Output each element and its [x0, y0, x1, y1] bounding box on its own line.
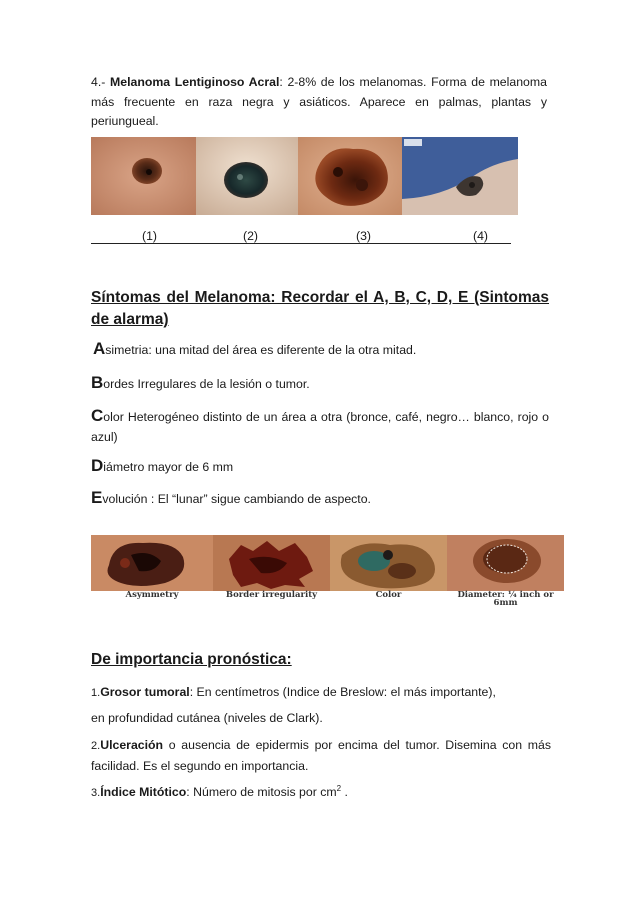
caption-1: (1) — [142, 229, 158, 243]
item-text: : En centímetros (Indice de Breslow: el más importante), — [189, 685, 496, 699]
lesion-photo-2 — [196, 137, 298, 215]
symptom-item-a — [93, 339, 551, 361]
symptom-item-b — [91, 373, 549, 395]
caption-3: (3) — [356, 229, 372, 243]
prognosis-item-1 — [91, 683, 551, 704]
item-number: 3. — [91, 787, 101, 800]
symptoms-heading — [91, 287, 549, 331]
diameter-label: Diameter: ¼ inch or 6mm — [447, 591, 564, 607]
section-title: Melanoma Lentiginoso Acral — [110, 75, 280, 89]
caption-rule — [91, 243, 511, 244]
item-text-continuation: en profundidad cutánea (niveles de Clark). — [91, 711, 323, 725]
superscript: 2 — [336, 784, 342, 793]
lesion-photo-1 — [91, 137, 196, 215]
border-irregularity-label: Border irregularity — [213, 591, 330, 607]
color-label: Color — [330, 591, 447, 607]
lesion-photo-3 — [298, 137, 402, 215]
caption-4: (4) — [473, 229, 489, 243]
diameter-image — [447, 535, 564, 607]
prognosis-item-1-continuation — [91, 709, 551, 729]
abcd-illustration-strip — [91, 535, 564, 607]
symptom-text: volución : El “lunar” sigue cambiando de aspecto. — [102, 492, 371, 506]
lesion-photo-row — [91, 137, 518, 215]
symptom-letter: C — [91, 406, 104, 425]
item-number: 1. — [91, 687, 101, 699]
foot-lesion-photo-4 — [402, 137, 518, 215]
photo-captions — [91, 229, 511, 249]
item-title: Ulceración — [100, 738, 164, 752]
prognosis-heading — [91, 649, 549, 671]
symptom-text: simetria: una mitad del área es diferente de la otra mitad. — [105, 343, 417, 357]
caption-2: (2) — [243, 229, 259, 243]
item-title: Grosor tumoral — [100, 685, 190, 699]
section-text: : 2-8% de los melanomas. Forma de melanoma más frecuente en raza negra y asiáticos. Aparece en palmas, plantas y periungueal. — [91, 75, 547, 128]
prognosis-item-2 — [91, 736, 551, 776]
item-text: : Número de mitosis por cm — [186, 785, 337, 800]
symptom-letter: B — [91, 373, 104, 392]
symptom-letter: D — [91, 456, 104, 475]
item-text: o ausencia de epidermis por encima del tumor. Disemina con más facilidad. Es el segundo en importancia. — [91, 738, 551, 773]
symptom-item-d — [91, 456, 549, 478]
prognosis-heading-text: De importancia pronóstica: — [91, 651, 292, 668]
symptom-text: ordes Irregulares de la lesión o tumor. — [103, 377, 310, 391]
symptom-letter: A — [93, 339, 106, 358]
prognosis-item-3 — [91, 779, 551, 804]
symptom-text: iámetro mayor de 6 mm — [103, 460, 234, 474]
section-4-paragraph — [91, 73, 547, 132]
item-tail: . — [341, 785, 348, 800]
asymmetry-label: Asymmetry — [91, 591, 213, 607]
asymmetry-image — [91, 535, 213, 607]
section-number: 4.- — [91, 75, 110, 89]
item-number: 2. — [91, 740, 101, 752]
symptoms-heading-text: Síntomas del Melanoma: Recordar el A, B, C, D, E (Sintomas de alarma) — [91, 289, 549, 328]
border-irregularity-image — [213, 535, 330, 607]
symptom-letter: E — [91, 488, 103, 507]
color-image — [330, 535, 447, 607]
item-title: Índice Mitótico — [100, 785, 187, 800]
symptom-item-e — [91, 488, 549, 510]
symptom-item-c — [91, 406, 549, 447]
symptom-text: olor Heterogéneo distinto de un área a otra (bronce, café, negro… blanco, rojo o azul) — [91, 410, 549, 444]
